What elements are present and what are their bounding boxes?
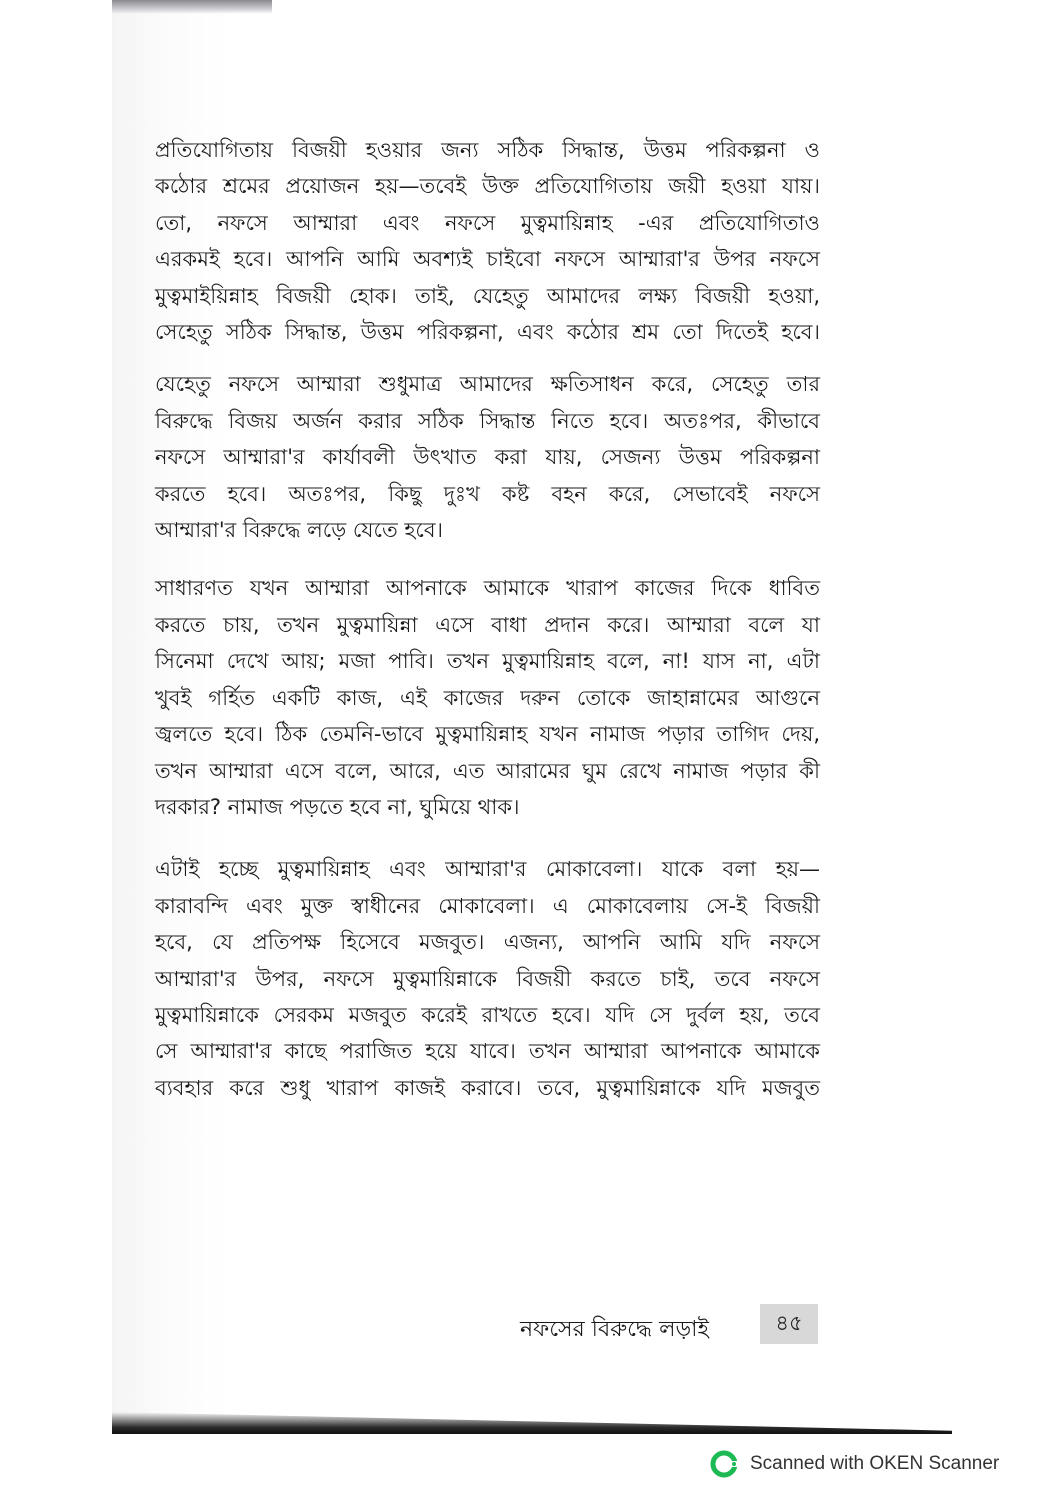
text-line: এরকমই হবে। আপনি আমি অবশ্যই চাইবো নফসে আম্মারা'র উপর নফসে <box>155 247 820 272</box>
text-line: কারাবন্দি এবং মুক্ত স্বাধীনের মোকাবেলা। এ মোকাবেলায় সে-ই বিজয়ী <box>155 893 820 918</box>
scanner-watermark <box>708 1444 999 1484</box>
text-line: মুত্বমাইয়িন্নাহ বিজয়ী হোক। তাই, যেহেতু আমাদের লক্ষ্য বিজয়ী হওয়া, <box>155 283 820 308</box>
text-line: যেহেতু নফসে আম্মারা শুধুমাত্র আমাদের ক্ষতিসাধন করে, সেহেতু তার <box>155 372 820 397</box>
text-line: প্রতিযোগিতায় বিজয়ী হওয়ার জন্য সঠিক সিদ্ধান্ত, উত্তম পরিকল্পনা ও <box>155 138 820 162</box>
text-line: কঠোর শ্রমের প্রয়োজন হয়—তবেই উক্ত প্রতিযোগিতায় জয়ী হওয়া যায়। <box>155 174 820 199</box>
text-line: হবে, যে প্রতিপক্ষ হিসেবে মজবুত। এজন্য, আপনি আমি যদি নফসে <box>155 930 820 955</box>
text-line: করতে হবে। অতঃপর, কিছু দুঃখ কষ্ট বহন করে, সেভাবেই নফসে <box>155 481 820 506</box>
text-line: নফসে আম্মারা'র কার্যাবলী উৎখাত করা যায়, সেজন্য উত্তম পরিকল্পনা <box>155 445 820 470</box>
page-body <box>155 132 820 1126</box>
text-line: সাধারণত যখন আম্মারা আপনাকে আমাকে খারাপ কাজের দিকে ধাবিত <box>155 576 820 601</box>
text-line: আম্মারা'র বিরুদ্ধে লড়ে যেতে হবে। <box>155 518 444 543</box>
oken-logo-icon <box>708 1448 740 1480</box>
page-footer <box>520 1304 820 1348</box>
paragraph-4 <box>155 851 820 1106</box>
page-number: ৪৫ <box>775 1310 803 1335</box>
text-line: সে আম্মারা'র কাছে পরাজিত হয়ে যাবে। তখন আম্মারা আপনাকে আমাকে <box>155 1039 820 1064</box>
paragraph-1 <box>155 132 820 350</box>
text-line: খুবই গর্হিত একটি কাজ, এই কাজের দরুন তোকে জাহান্নামের আগুনে <box>155 685 820 710</box>
text-line: সিনেমা দেখে আয়; মজা পাবি। তখন মুত্বমায়িন্নাহ বলে, না! যাস না, এটা <box>155 649 820 674</box>
text-line: বিরুদ্ধে বিজয় অর্জন করার সঠিক সিদ্ধান্ত নিতে হবে। অতঃপর, কীভাবে <box>155 408 820 433</box>
page-number-box <box>760 1304 818 1344</box>
text-line: করতে চায়, তখন মুত্বমায়িন্না এসে বাধা প্রদান করে। আম্মারা বলে যা <box>155 612 820 637</box>
page-top-shadow <box>112 0 272 14</box>
paragraph-3 <box>155 570 820 825</box>
text-line: জ্বলতে হবে। ঠিক তেমনি-ভাবে মুত্বমায়িন্নাহ যখন নামাজ পড়ার তাগিদ দেয়, <box>155 722 820 747</box>
text-line: আম্মারা'র উপর, নফসে মুত্বমায়িন্নাকে বিজয়ী করতে চাই, তবে নফসে <box>155 966 820 991</box>
text-line: মুত্বমায়িন্নাকে সেরকম মজবুত করেই রাখতে হবে। যদি সে দুর্বল হয়, তবে <box>155 1002 820 1027</box>
text-line: এটাই হচ্ছে মুত্বমায়িন্নাহ এবং আম্মারা'র মোকাবেলা। যাকে বলা হয়— <box>155 857 820 882</box>
text-line: সেহেতু সঠিক সিদ্ধান্ত, উত্তম পরিকল্পনা, এবং কঠোর শ্রম তো দিতেই হবে। <box>155 320 820 345</box>
scanner-watermark-text: Scanned with OKEN Scanner <box>750 1453 1000 1474</box>
text-line: ব্যবহার করে শুধু খারাপ কাজই করাবে। তবে, মুত্বমায়িন্নাকে যদি মজবুত <box>155 1075 820 1100</box>
text-line: তখন আম্মারা এসে বলে, আরে, এত আরামের ঘুম রেখে নামাজ পড়ার কী <box>155 758 820 783</box>
text-line: তো, নফসে আম্মারা এবং নফসে মুত্বমায়িন্নাহ -এর প্রতিযোগিতাও <box>155 210 820 235</box>
text-line: দরকার? নামাজ পড়তে হবে না, ঘুমিয়ে থাক। <box>155 794 520 819</box>
paragraph-2 <box>155 366 820 548</box>
running-head: নফসের বিরুদ্ধে লড়াই <box>520 1317 709 1342</box>
